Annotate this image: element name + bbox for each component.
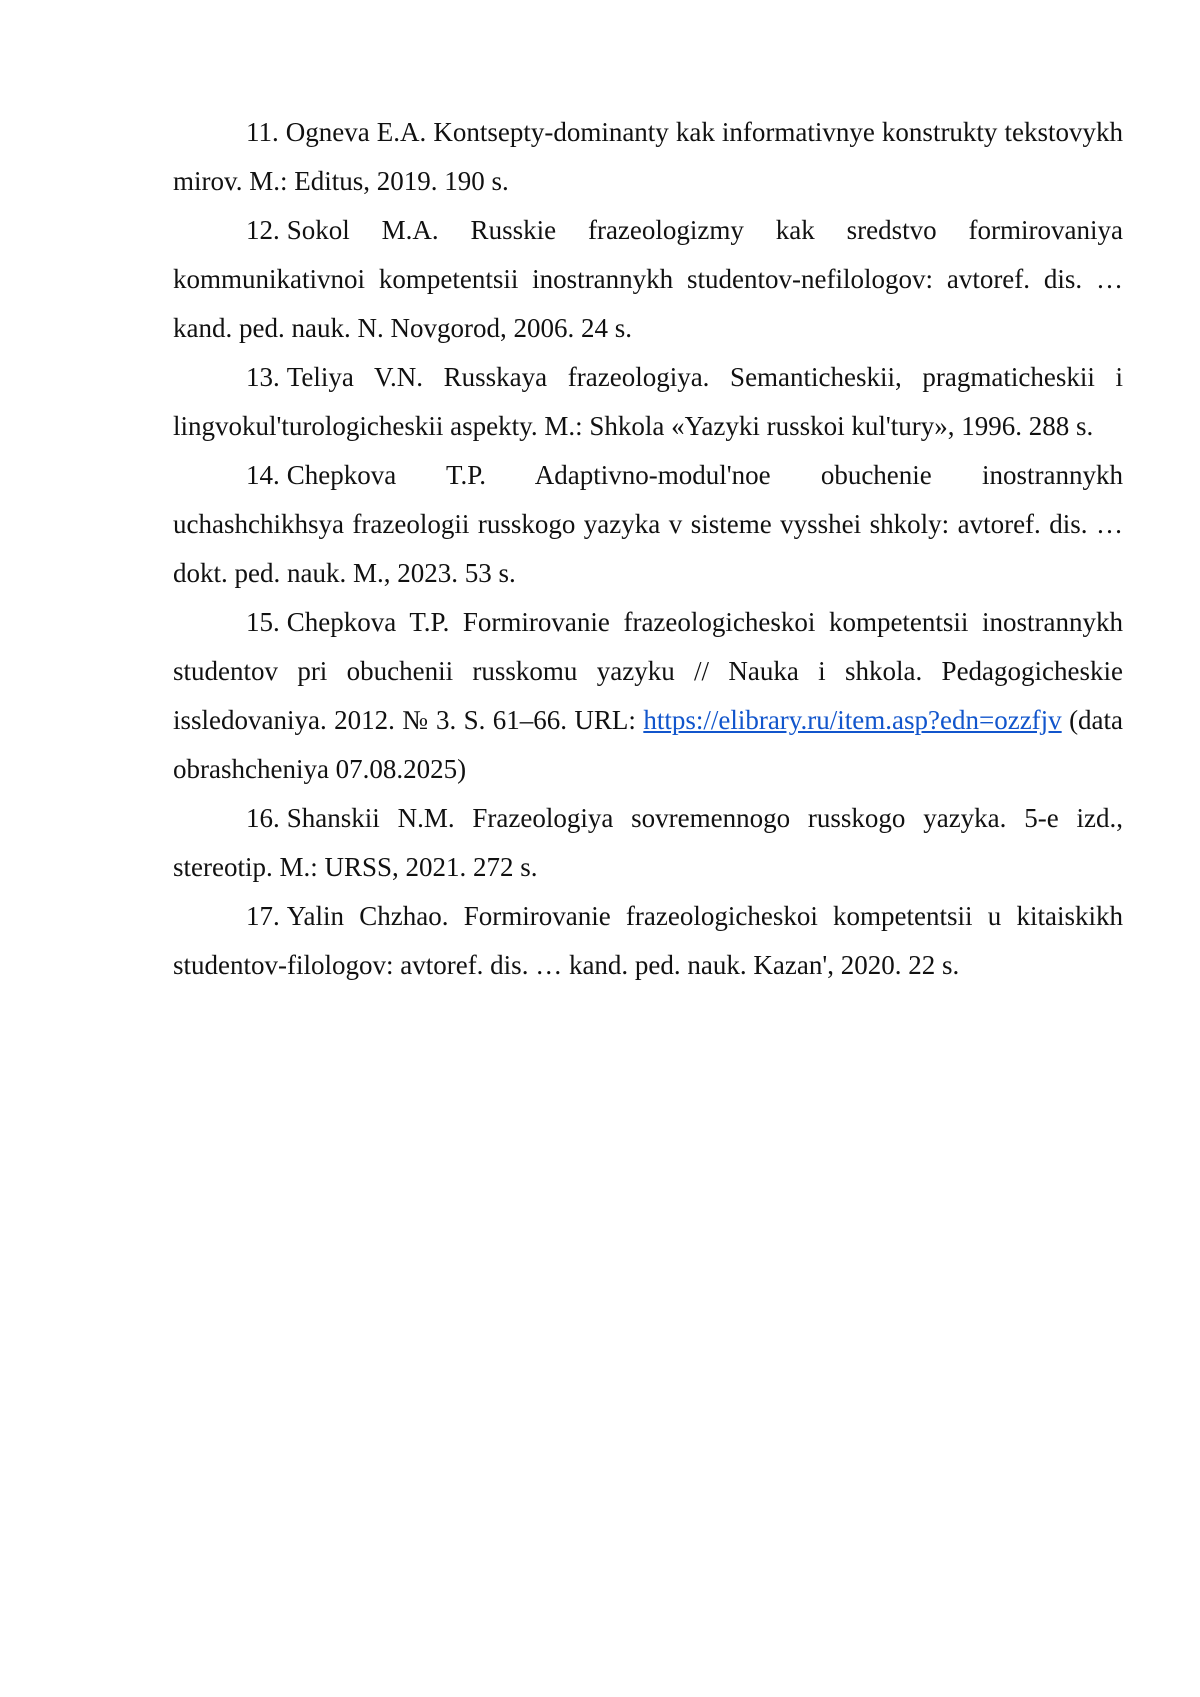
- reference-text: Teliya V.N. Russkaya frazeologiya. Semanticheskii, pragmaticheskii i lingvokul'turologicheskii aspekty. M.: Shkola «Yazyki russkoi kul'tury», 1996. 288 s.: [173, 362, 1123, 441]
- reference-text: Shanskii N.M. Frazeologiya sovremennogo russkogo yazyka. 5-e izd., stereotip. M.: URSS, 2021. 272 s.: [173, 803, 1123, 882]
- reference-number: 16.: [246, 803, 280, 833]
- reference-text: Sokol M.A. Russkie frazeologizmy kak sredstvo formirovaniya kommunikativnoi kompetentsii inostrannykh studentov-nefilologov: avtoref. dis. … kand. ped. nauk. N. Novgorod, 2006. 24 s.: [173, 215, 1123, 343]
- reference-number: 14.: [246, 460, 280, 490]
- reference-url-link[interactable]: https://elibrary.ru/item.asp?edn=ozzfjv: [643, 705, 1062, 735]
- reference-number: 17.: [246, 901, 280, 931]
- reference-item-16: [173, 794, 1123, 892]
- reference-text: Chepkova T.P. Adaptivno-modul'noe obuchenie inostrannykh uchashchikhsya frazeologii russkogo yazyka v sisteme vysshei shkoly: avtoref. dis. … dokt. ped. nauk. M., 2023. 53 s.: [173, 460, 1123, 588]
- reference-text: Ogneva E.A. Kontsepty-dominanty kak informativnye konstrukty tekstovykh mirov. M.: Editus, 2019. 190 s.: [173, 117, 1123, 196]
- reference-text: Chepkova T.P. Formirovanie frazeologicheskoi kompetentsii inostrannykh studentov pri obuchenii russkomu yazyku // Nauka i shkola. Pedagogicheskie issledovaniya. 2012. № 3. S. 61–66. URL:: [173, 607, 1123, 735]
- reference-number: 12.: [246, 215, 280, 245]
- reference-item-14: [173, 451, 1123, 598]
- reference-item-15: [173, 598, 1123, 794]
- reference-number: 13.: [246, 362, 280, 392]
- reference-access-date: (data obrashcheniya 07.08.2025): [173, 705, 1124, 784]
- reference-item-13: [173, 353, 1123, 451]
- reference-item-17: [173, 892, 1123, 990]
- reference-text: Yalin Chzhao. Formirovanie frazeologicheskoi kompetentsii u kitaiskikh studentov-filologov: avtoref. dis. … kand. ped. nauk. Kazan', 2020. 22 s.: [173, 901, 1123, 980]
- reference-item-11: [173, 108, 1123, 206]
- reference-list: [173, 108, 1123, 990]
- reference-number: 15.: [246, 607, 280, 637]
- reference-item-12: [173, 206, 1123, 353]
- reference-number: 11.: [246, 117, 279, 147]
